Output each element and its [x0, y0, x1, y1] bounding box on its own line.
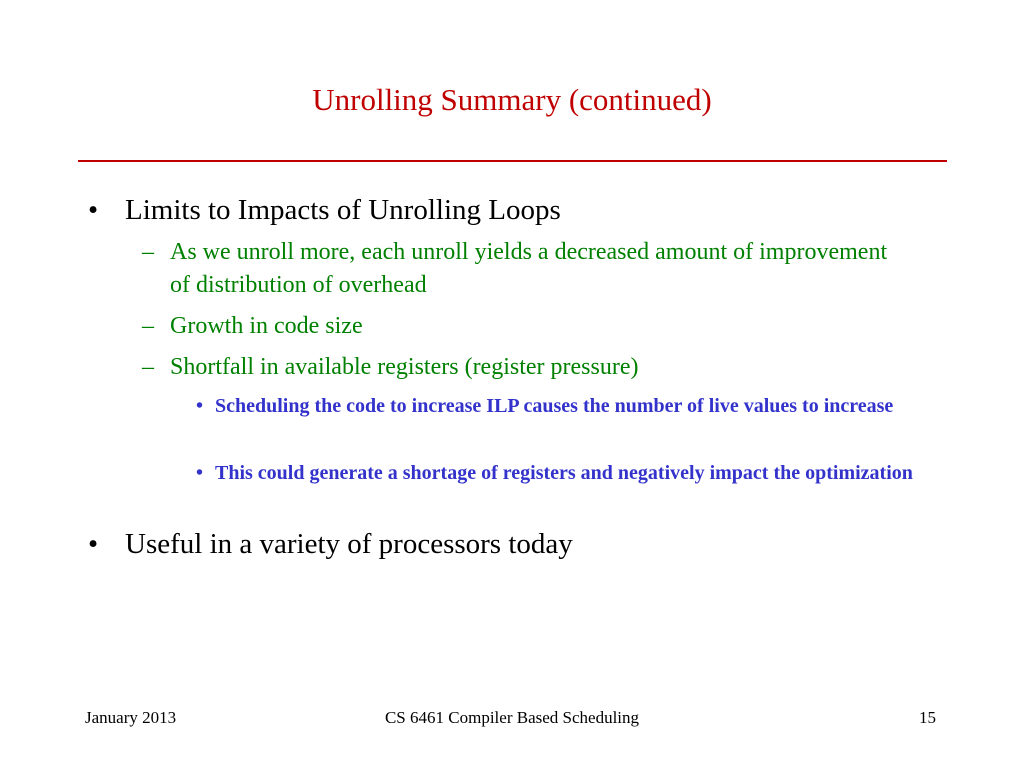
sub-bullet-register-shortfall	[142, 351, 890, 384]
sub-bullet-text: As we unroll more, each unroll yields a decreased amount of improvement of distribution of overhead	[170, 239, 888, 298]
title-divider	[78, 160, 947, 162]
footer-date: January 2013	[85, 708, 177, 727]
sub-sub-bullet-register-shortage	[196, 458, 935, 488]
dash-marker: –	[142, 313, 154, 339]
bullet-marker: •	[88, 194, 99, 226]
dash-marker: –	[142, 354, 154, 380]
bullet-text: Useful in a variety of processors today	[125, 528, 573, 560]
sub-bullet-decreased-improvement	[142, 236, 890, 302]
sub-sub-bullet-text: This could generate a shortage of registers and negatively impact the optimization	[215, 462, 913, 484]
sub-bullet-text: Growth in code size	[170, 313, 363, 339]
bullet-marker: •	[196, 395, 204, 417]
footer-course-title: CS 6461 Compiler Based Scheduling	[384, 708, 640, 727]
bullet-limits-of-unrolling	[88, 193, 925, 227]
sub-sub-bullet-text: Scheduling the code to increase ILP causes the number of live values to increase	[215, 395, 894, 417]
dash-marker: –	[142, 239, 154, 265]
slide-title: Unrolling Summary (continued)	[312, 82, 712, 117]
bullet-useful-in-processors	[88, 527, 925, 561]
bullet-marker: •	[88, 528, 99, 560]
sub-bullet-code-size	[142, 310, 890, 343]
sub-bullet-text: Shortfall in available registers (register pressure)	[170, 354, 639, 380]
bullet-text: Limits to Impacts of Unrolling Loops	[125, 194, 561, 226]
slide-number: 15	[919, 708, 936, 727]
bullet-marker: •	[196, 462, 204, 484]
sub-sub-bullet-live-values	[196, 391, 935, 421]
